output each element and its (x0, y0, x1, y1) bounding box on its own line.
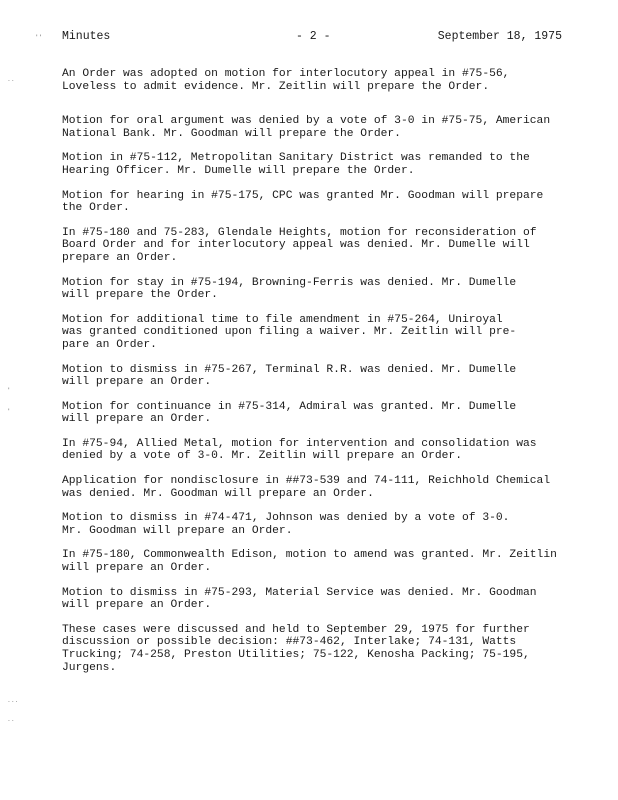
scan-mark: ' ' (36, 34, 42, 41)
scan-mark: ' (8, 408, 10, 415)
scan-mark: ' (8, 387, 10, 394)
scan-mark: . . . (8, 697, 18, 704)
minutes-paragraph: Application for nondisclosure in ##73-539 and 74-111, Reichhold Chemical was denied. Mr. Goodman will prepare an Order. (62, 475, 551, 500)
minutes-paragraph: Motion for continuance in #75-314, Admiral was granted. Mr. Dumelle will prepare an Order. (62, 400, 517, 426)
header-title: Minutes (62, 30, 111, 43)
minutes-paragraph: Motion in #75-112, Metropolitan Sanitary District was remanded to the Hearing Officer. Mr. Dumelle will prepare the Order. (62, 152, 530, 177)
minutes-paragraph: In #75-180, Commonwealth Edison, motion to amend was granted. Mr. Zeitlin will prepare an Order. (62, 549, 557, 575)
header-date: September 18, 1975 (437, 30, 562, 43)
page-header (62, 30, 562, 46)
minutes-paragraph: In #75-94, Allied Metal, motion for intervention and consolidation was denied by a vote of 3-0. Mr. Zeitlin will prepare an Order. (62, 437, 537, 463)
minutes-paragraph: Motion for oral argument was denied by a vote of 3-0 in #75-75, American National Bank. Mr. Goodman will prepare the Order. (62, 115, 551, 140)
scan-mark: . . (8, 716, 14, 723)
minutes-body (62, 68, 597, 686)
minutes-paragraph: An Order was adopted on motion for interlocutory appeal in #75-56, Loveless to admit evidence. Mr. Zeitlin will prepare the Order. (62, 68, 510, 93)
minutes-paragraph: These cases were discussed and held to September 29, 1975 for further discussion or possible decision: ##73-462, Interlake; 74-131, Watts Trucking; 74-258, Preston Utilities; 75-122, Kenosha Packing; 75-195, Jurgens. (62, 623, 530, 674)
scan-mark: . . (8, 76, 14, 83)
minutes-paragraph: Motion for additional time to file amendment in #75-264, Uniroyal was granted conditioned upon filing a waiver. Mr. Zeitlin will pre- pare an Order. (62, 313, 517, 351)
minutes-paragraph: Motion for hearing in #75-175, CPC was granted Mr. Goodman will prepare the Order. (62, 189, 544, 215)
minutes-paragraph: Motion to dismiss in #75-267, Terminal R.R. was denied. Mr. Dumelle will prepare an Order. (62, 363, 517, 389)
minutes-paragraph: Motion for stay in #75-194, Browning-Ferris was denied. Mr. Dumelle will prepare the Order. (62, 276, 517, 302)
page-number: - 2 - (296, 30, 331, 43)
minutes-paragraph: In #75-180 and 75-283, Glendale Heights, motion for reconsideration of Board Order and for interlocutory appeal was denied. Mr. Dumelle will prepare an Order. (62, 226, 537, 264)
minutes-paragraph: Motion to dismiss in #74-471, Johnson was denied by a vote of 3-0. Mr. Goodman will prepare an Order. (62, 512, 510, 537)
minutes-paragraph: Motion to dismiss in #75-293, Material Service was denied. Mr. Goodman will prepare an Order. (62, 586, 537, 612)
